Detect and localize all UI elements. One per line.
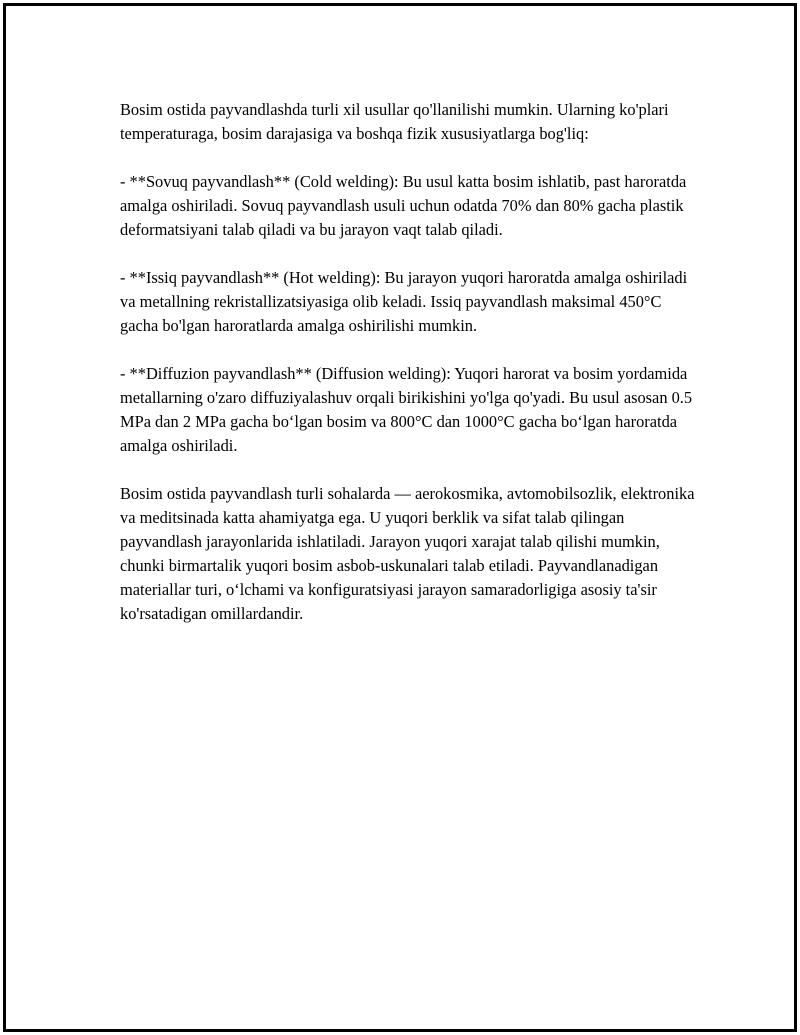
- page-frame: [3, 3, 797, 1032]
- diffusion-welding-paragraph: - **Diffuzion payvandlash** (Diffusion welding): Yuqori harorat va bosim yordamida metallarning o'zaro diffuziyalashuv orqali birikishini yo'lga qo'yadi. Bu usul asosan 0.5 MPa dan 2 MPa gacha bo‘lgan bosim va 800°C dan 1000°C gacha bo‘lgan haroratda amalga oshiriladi.: [120, 364, 693, 455]
- cold-welding-paragraph: - **Sovuq payvandlash** (Cold welding): Bu usul katta bosim ishlatib, past haroratda amalga oshiriladi. Sovuq payvandlash usuli uchun odatda 70% dan 80% gacha plastik deformatsiyani talab qiladi va bu jarayon vaqt talab qiladi.: [120, 172, 687, 239]
- hot-welding-paragraph: - **Issiq payvandlash** (Hot welding): Bu jarayon yuqori haroratda amalga oshiriladi va metallning rekristallizatsiyasiga olib keladi. Issiq payvandlash maksimal 450°C gacha bo'lgan haroratlarda amalga oshirilishi mumkin.: [120, 268, 688, 335]
- intro-paragraph: Bosim ostida payvandlashda turli xil usullar qo'llanilishi mumkin. Ularning ko'plari temperaturaga, bosim darajasiga va boshqa fizik xususiyatlarga bog'liq:: [120, 100, 669, 143]
- document-body: [120, 98, 695, 650]
- conclusion-paragraph: Bosim ostida payvandlash turli sohalarda — aerokosmika, avtomobilsozlik, elektronika va meditsinada katta ahamiyatga ega. U yuqori berklik va sifat talab qilingan payvandlash jarayonlarida ishlatiladi. Jarayon yuqori xarajat talab qilishi mumkin, chunki birmartalik yuqori bosim asbob-uskunalari talab etiladi. Payvandlanadigan materiallar turi, o‘lchami va konfiguratsiyasi jarayon samaradorligiga asosiy ta'sir ko'rsatadigan omillardandir.: [120, 484, 695, 623]
